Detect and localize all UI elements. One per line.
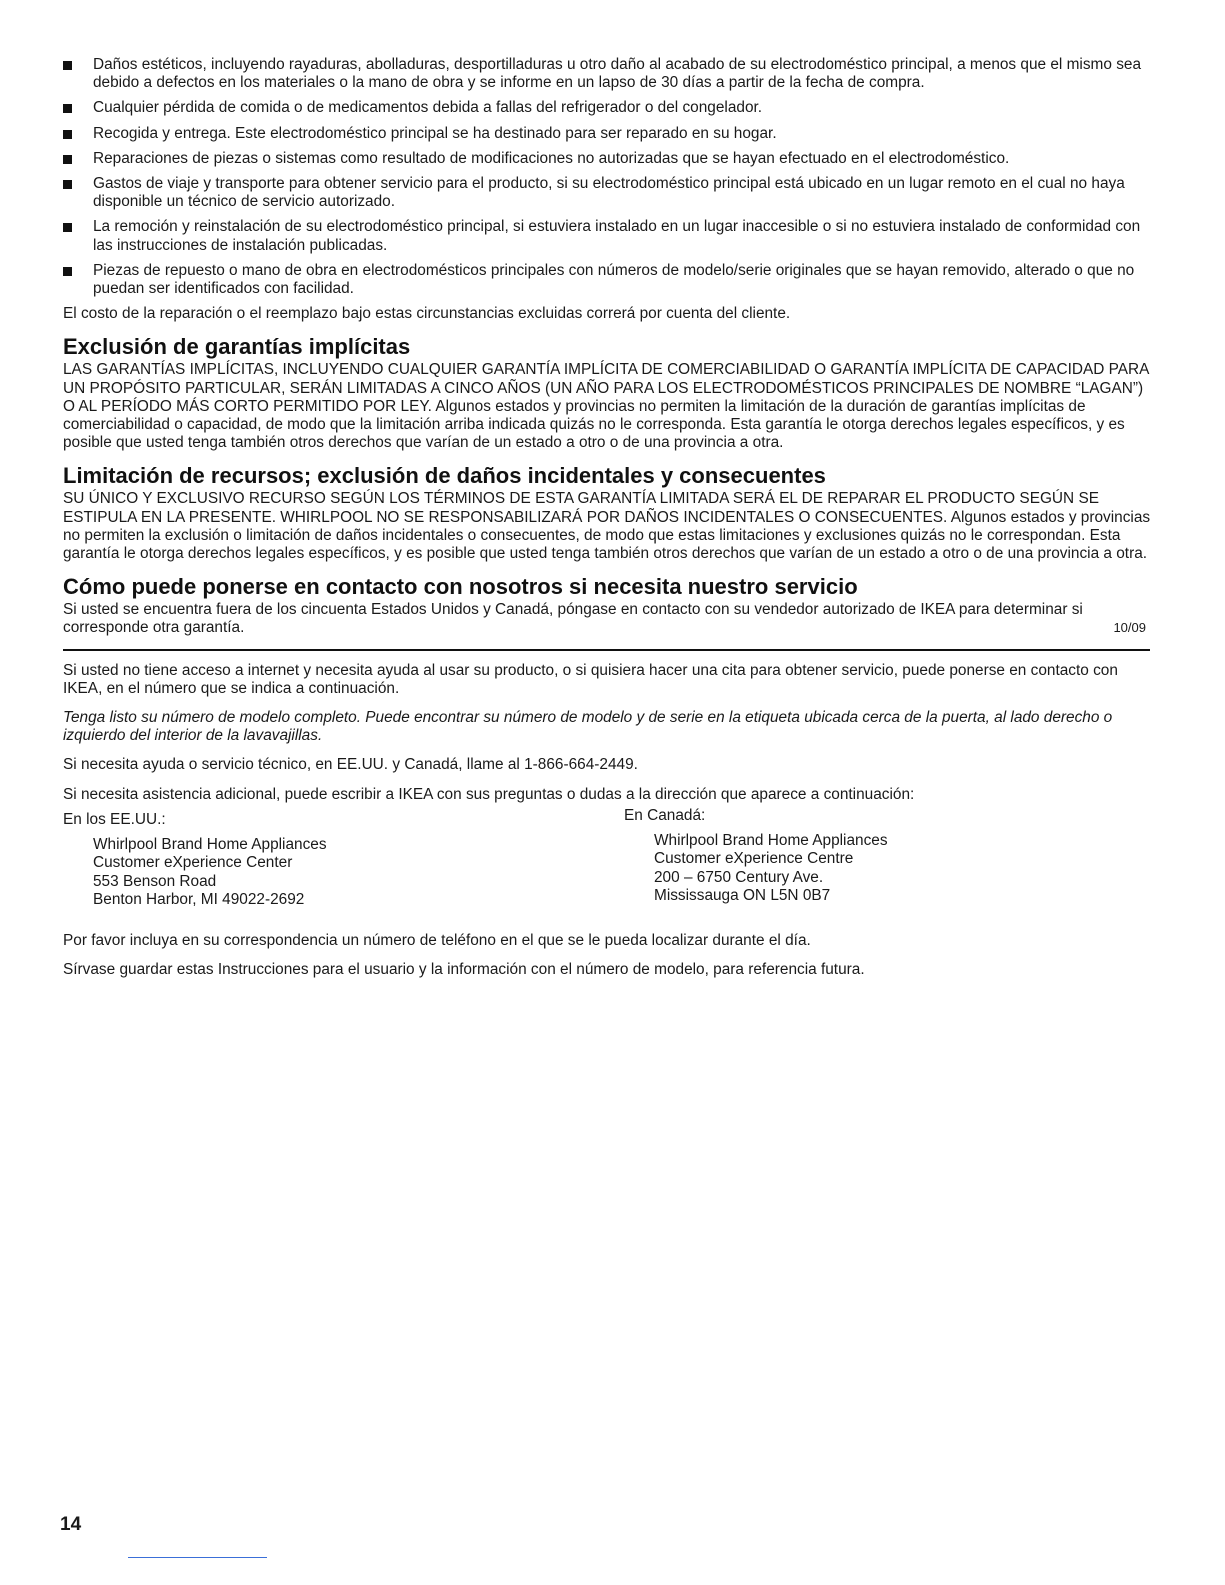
square-bullet-icon <box>63 130 72 139</box>
list-item <box>63 125 1158 143</box>
internet-help-paragraph: Si usted no tiene acceso a internet y necesita ayuda al usar su producto, o si quisiera hacer una cita para obtener servicio, puede ponerse en contacto con IKEA, en el número que se indica a continuación. <box>63 661 1118 697</box>
list-item-text: Piezas de repuesto o mano de obra en electrodomésticos principales con números de modelo/serie originales que se hayan removido, alterado o que no puedan ser identificados con facilidad. <box>93 261 1135 298</box>
list-item <box>63 175 1158 211</box>
square-bullet-icon <box>63 104 72 113</box>
model-number-note: Tenga listo su número de modelo completo. Puede encontrar su número de modelo y de serie en la etiqueta ubicada cerca de la puerta, al lado derecho o izquierdo del interior de la lavavajillas. <box>63 709 1113 745</box>
contact-heading: Cómo puede ponerse en contacto con nosotros si necesita nuestro servicio <box>63 574 858 600</box>
phone-number-request: Por favor incluya en su correspondencia un número de teléfono en el que se le pueda localizar durante el día. <box>63 931 811 949</box>
document-body <box>63 56 1158 979</box>
limitation-heading: Limitación de recursos; exclusión de daños incidentales y consecuentes <box>63 463 826 489</box>
list-item-text: Cualquier pérdida de comida o de medicamentos debida a fallas del refrigerador o del congelador. <box>93 99 763 117</box>
list-item-text: Gastos de viaje y transporte para obtener servicio para el producto, si su electrodoméstico principal está ubicado en un lugar remoto en el cual no haya disponible un técnico de servicio autorizado. <box>93 175 1125 211</box>
square-bullet-icon <box>63 180 72 189</box>
address-us-lines <box>93 836 327 909</box>
contact-paragraph: Si usted se encuentra fuera de los cincuenta Estados Unidos y Canadá, póngase en contacto con su vendedor autorizado de IKEA para determinar si corresponde otra garantía. <box>63 601 1083 637</box>
list-item <box>63 218 1158 254</box>
list-item <box>63 56 1158 92</box>
square-bullet-icon <box>63 267 72 276</box>
address-us <box>63 811 327 909</box>
contact-row <box>63 601 1158 637</box>
version-code: 10/09 <box>1113 620 1146 636</box>
phone-help-paragraph: Si necesita ayuda o servicio técnico, en EE.UU. y Canadá, llame al 1-866-664-2449. <box>63 756 638 774</box>
implied-warranty-heading: Exclusión de garantías implícitas <box>63 334 411 360</box>
address-line: 200 – 6750 Century Ave. <box>654 868 824 886</box>
address-line: Whirlpool Brand Home Appliances <box>654 832 888 850</box>
list-item <box>63 99 1158 117</box>
list-item-text: Reparaciones de piezas o sistemas como resultado de modificaciones no autorizadas que se hayan efectuado en el electrodoméstico. <box>93 149 1010 167</box>
square-bullet-icon <box>63 155 72 164</box>
address-us-label: En los EE.UU.: <box>63 810 166 828</box>
addresses <box>63 806 1158 921</box>
address-line: 553 Benson Road <box>93 872 217 890</box>
square-bullet-icon <box>63 223 72 232</box>
list-item-text: La remoción y reinstalación de su electrodoméstico principal, si estuviera instalado en un lugar inaccesible o si no estuviera instalado de conformidad con las instrucciones de instalación publicadas. <box>93 218 1141 254</box>
section-divider <box>63 649 1150 651</box>
square-bullet-icon <box>63 61 72 70</box>
address-line: Benton Harbor, MI 49022-2692 <box>93 890 305 908</box>
exclusions-list <box>63 56 1158 298</box>
page-number: 14 <box>60 1514 82 1535</box>
address-line: Customer eXperience Centre <box>654 850 854 868</box>
closing-paragraph: El costo de la reparación o el reemplazo bajo estas circunstancias excluidas correrá por cuenta del cliente. <box>63 305 791 323</box>
address-line: Whirlpool Brand Home Appliances <box>93 836 327 854</box>
address-line: Mississauga ON L5N 0B7 <box>654 886 831 904</box>
address-canada-lines <box>654 832 888 905</box>
save-instructions-note: Sírvase guardar estas Instrucciones para el usuario y la información con el número de modelo, para referencia futura. <box>63 961 865 979</box>
address-canada <box>624 807 888 905</box>
write-help-paragraph: Si necesita asistencia adicional, puede escribir a IKEA con sus preguntas o dudas a la dirección que aparece a continuación: <box>63 785 915 803</box>
list-item <box>63 262 1158 298</box>
implied-warranty-paragraph: LAS GARANTÍAS IMPLÍCITAS, INCLUYENDO CUALQUIER GARANTÍA IMPLÍCITA DE COMERCIABILIDAD O GARANTÍA IMPLÍCITA DE CAPACIDAD PARA UN PROPÓSITO PARTICULAR, SERÁN LIMITADAS A CINCO AÑOS (UN AÑO PARA LOS ELECTRODOMÉSTICOS PRINCIPALES DE NOMBRE “LAGAN”) O AL PERÍODO MÁS CORTO PERMITIDO POR LEY. Algunos estados y provincias no permiten la limitación de la duración de garantías implícitas de comerciabilidad o capacidad, de modo que la limitación arriba indicada quizás no le corresponda. Esta garantía le otorga derechos legales específicos, y es posible que usted tenga también otros derechos que varían de un estado a otro o de una provincia a otra. <box>63 361 1149 452</box>
limitation-paragraph: SU ÚNICO Y EXCLUSIVO RECURSO SEGÚN LOS TÉRMINOS DE ESTA GARANTÍA LIMITADA SERÁ EL DE REPARAR EL PRODUCTO SEGÚN SE ESTIPULA EN LA PRESENTE. WHIRLPOOL NO SE RESPONSABILIZARÁ POR DAÑOS INCIDENTALES O CONSECUENTES. Algunos estados y provincias no permiten la exclusión o limitación de daños incidentales o consecuentes, de modo que estas limitaciones y exclusiones quizás no le correspondan. Esta garantía le otorga derechos legales específicos, y es posible que usted tenga también otros derechos que varían de un estado a otro o de una provincia a otra. <box>63 490 1151 563</box>
address-canada-label: En Canadá: <box>624 806 706 824</box>
footer-line <box>128 1557 267 1558</box>
list-item <box>63 150 1158 168</box>
list-item-text: Recogida y entrega. Este electrodoméstico principal se ha destinado para ser reparado en su hogar. <box>93 124 777 142</box>
list-item-text: Daños estéticos, incluyendo rayaduras, abolladuras, desportilladuras u otro daño al acabado de su electrodoméstico principal, a menos que el mismo sea debido a defectos en los materiales o la mano de obra y se informe en un lapso de 30 días a partir de la fecha de compra. <box>93 56 1142 92</box>
address-line: Customer eXperience Center <box>93 854 293 872</box>
